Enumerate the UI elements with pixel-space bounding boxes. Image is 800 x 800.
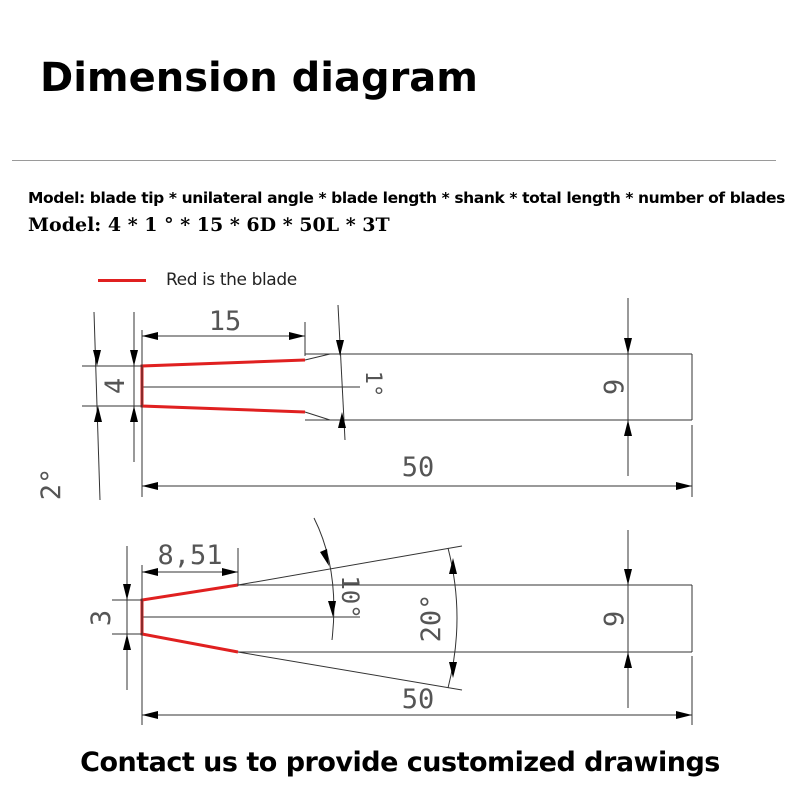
- model-description: Model: blade tip * unilateral angle * blade length * shank * total length * number of blades: [28, 189, 786, 207]
- bottom-drawing: [86, 518, 692, 725]
- model-value: Model: 4 * 1 ° * 15 * 6D * 50L * 3T: [28, 214, 390, 236]
- top-dim-4-label: 4: [100, 377, 131, 395]
- top-dim-50: [142, 482, 692, 490]
- bottom-dim-50-label: 50: [401, 684, 435, 715]
- top-drawing: [36, 298, 692, 500]
- bottom-angle-10-label: 10°: [336, 575, 364, 619]
- bottom-dim-851-label: 8,51: [157, 540, 223, 571]
- legend-label: Red is the blade: [166, 270, 297, 290]
- top-dim-6-label: 6: [597, 378, 628, 396]
- bottom-dim-3-label: 3: [86, 609, 117, 627]
- bottom-blade-edge: [142, 585, 238, 652]
- bottom-dim-3: [123, 546, 131, 690]
- top-dim-50-label: 50: [401, 452, 435, 483]
- contact-footer: Contact us to provide customized drawings: [80, 747, 720, 778]
- bottom-dim-6-label: 6: [597, 610, 628, 628]
- page-title: Dimension diagram: [40, 55, 478, 101]
- bottom-angle-20-label: 20°: [416, 593, 447, 643]
- bottom-angle-10: [314, 518, 336, 640]
- top-dim-4: [130, 312, 138, 462]
- top-angle-1-label: 1°: [360, 370, 385, 398]
- top-angle-2-label: 2°: [36, 467, 67, 501]
- top-dim-15-label: 15: [208, 306, 242, 337]
- bottom-angle-20: [448, 548, 457, 688]
- top-blade-edge: [142, 360, 305, 412]
